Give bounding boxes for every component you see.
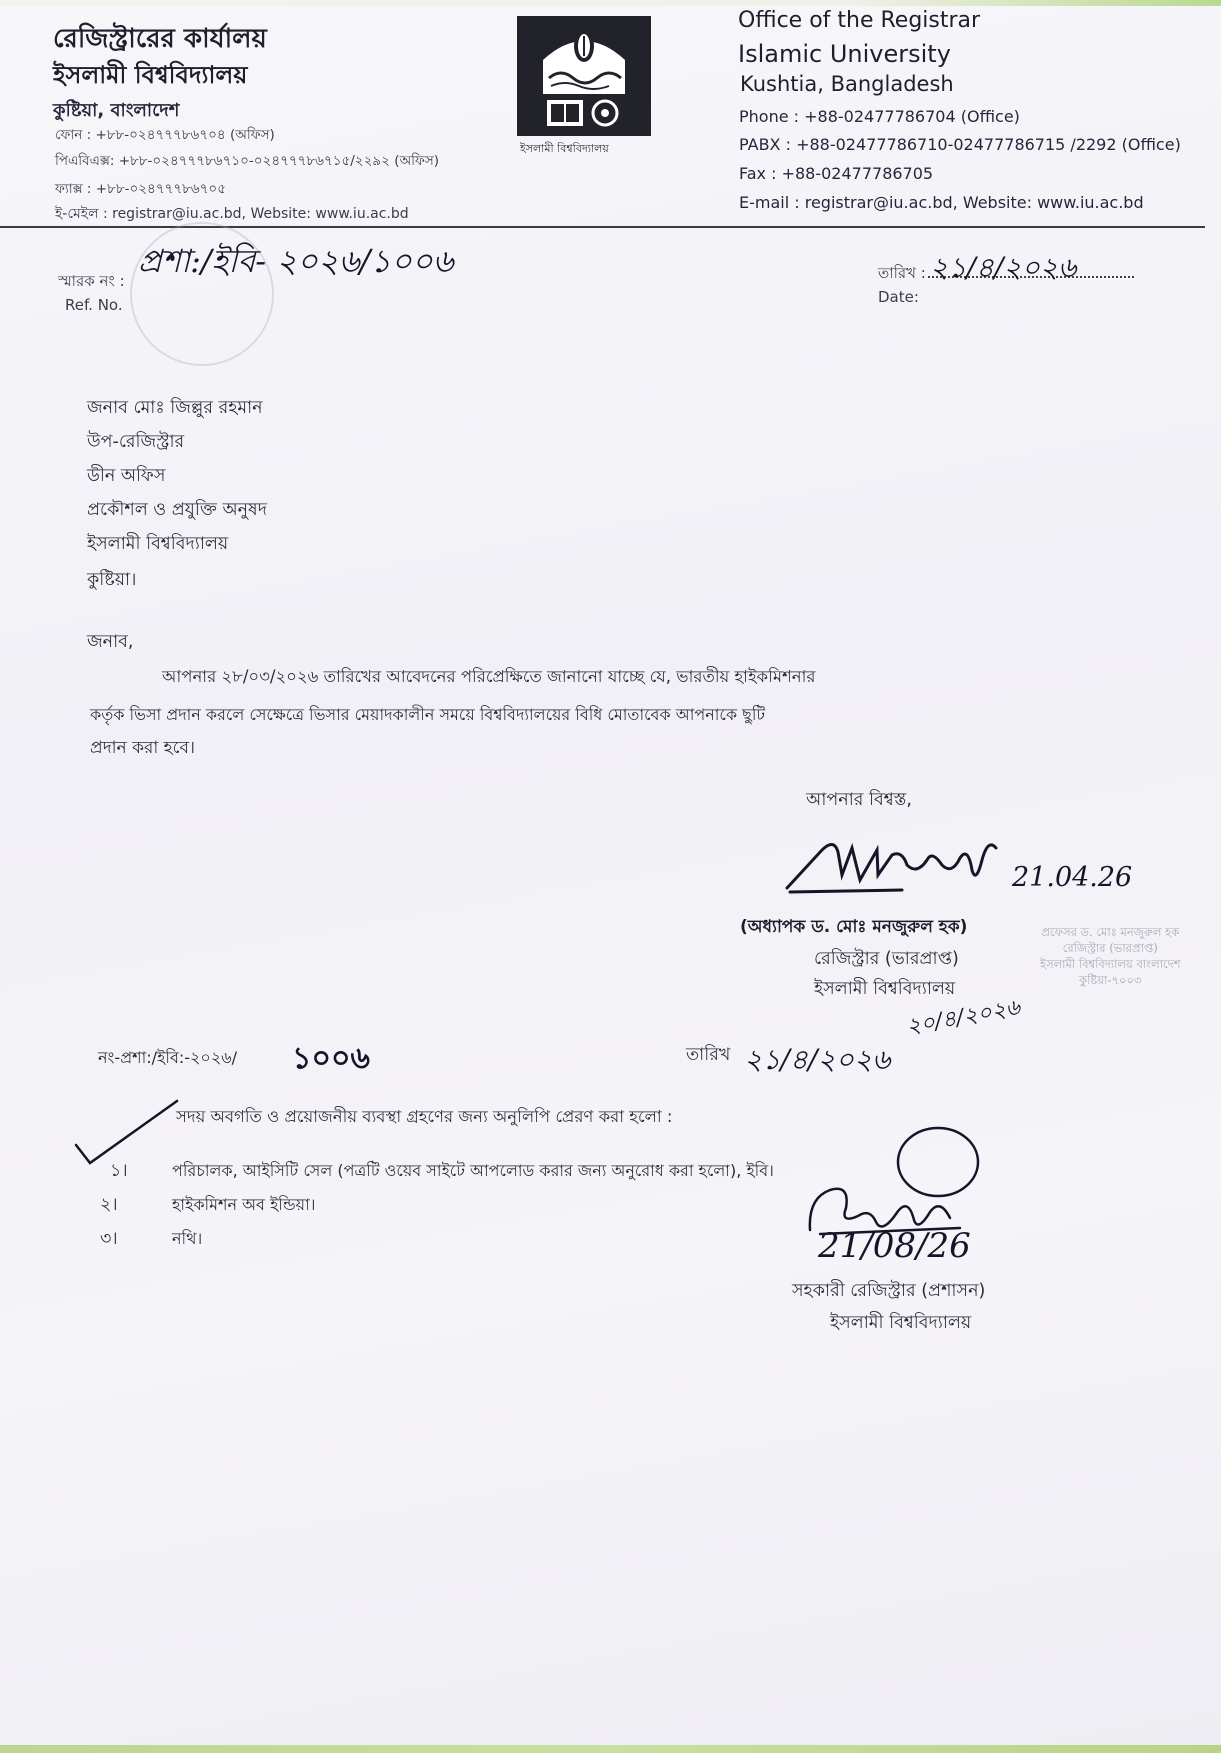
en-location: Kushtia, Bangladesh	[740, 72, 954, 96]
letter-line-2: কর্তৃক ভিসা প্রদান করলে সেক্ষেত্রে ভিসার মেয়াদকালীন সময়ে বিশ্ববিদ্যালয়ের বিধি মোতাবেক আপনাকে ছুটি	[90, 705, 766, 724]
copy-item-1-num: ১।	[110, 1161, 128, 1181]
en-fax: Fax : +88-02477786705	[739, 164, 934, 183]
copy-item-2-num: ২।	[100, 1195, 118, 1215]
bn-university-name: ইসলামী বিশ্ববিদ্যালয়	[53, 61, 248, 89]
signature-date: 21.04.26	[1012, 862, 1133, 893]
date-label-en: Date:	[878, 288, 919, 306]
copy-ref-number: ১০০৬	[292, 1041, 370, 1076]
copy-date-label: তারিখ	[686, 1045, 731, 1065]
logo-caption: ইসলামী বিশ্ববিদ্যালয়	[520, 142, 609, 155]
copy-ref-label: নং-প্রশা:/ইবি:-২০২৬/	[98, 1048, 238, 1067]
en-email: E-mail : registrar@iu.ac.bd, Website: www.iu.ac.bd	[739, 193, 1144, 212]
copy-sign-date: 21/08/26	[818, 1226, 971, 1266]
copy-date-handwritten: ২১/৪/২০২৬	[744, 1043, 891, 1076]
copy-item-2-text: হাইকমিশন অব ইন্ডিয়া।	[172, 1195, 316, 1214]
closing: আপনার বিশ্বস্ত,	[806, 790, 912, 810]
signatory-title: রেজিস্ট্রার (ভারপ্রাপ্ত)	[814, 949, 959, 969]
addressee-office: ডীন অফিস	[87, 466, 166, 486]
addressee-designation: উপ-রেজিস্ট্রার	[87, 432, 185, 452]
copy-item-3-text: নথি।	[172, 1229, 203, 1248]
addressee-name: জনাব মোঃ জিল্লুর রহমান	[87, 398, 263, 418]
copy-signer-title: সহকারী রেজিস্ট্রার (প্রশাসন)	[792, 1281, 986, 1301]
en-office-title: Office of the Registrar	[738, 8, 981, 33]
page-edge-bottom	[0, 1745, 1221, 1753]
crest-icon	[517, 16, 651, 136]
page-edge-top	[0, 0, 1221, 6]
bn-fax: ফ্যাক্স : +৮৮-০২৪৭৭৭৮৬৭০৫	[55, 181, 226, 197]
letter-line-3: প্রদান করা হবে।	[90, 738, 195, 758]
date-handwritten: ২১/৪/২০২৬	[930, 251, 1077, 284]
addressee-university: ইসলামী বিশ্ববিদ্যালয়	[87, 534, 229, 554]
ref-label-bn: স্মারক নং :	[58, 272, 125, 290]
copy-item-1-text: পরিচালক, আইসিটি সেল (পত্রটি ওয়েব সাইটে আপলোড করার জন্য অনুরোধ করা হলো), ইবি।	[172, 1161, 774, 1180]
faded-seal-stamp: প্রফেসর ড. মোঃ মনজুরুল হক রেজিস্ট্রার (ভারপ্রাপ্ত) ইসলামী বিশ্ববিদ্যালয় বাংলাদেশ কুষ্টিয়া-৭০০৩	[1040, 925, 1181, 987]
copy-note-handwritten: ২০/৪/২০২৬	[904, 995, 1023, 1040]
addressee-city: কুষ্টিয়া।	[87, 570, 137, 590]
salutation: জনাব,	[87, 632, 134, 652]
copy-item-3-num: ৩।	[100, 1229, 118, 1249]
ref-number-handwritten: প্রশা:/ইবি- ২০২৬/১০০৬	[138, 242, 454, 280]
copy-signer-org: ইসলামী বিশ্ববিদ্যালয়	[830, 1313, 972, 1333]
copy-intro: সদয় অবগতি ও প্রয়োজনীয় ব্যবস্থা গ্রহণের জন্য অনুলিপি প্রেরণ করা হলো :	[176, 1107, 673, 1126]
registrar-signature	[782, 820, 1042, 900]
signatory-org: ইসলামী বিশ্ববিদ্যালয়	[814, 979, 956, 999]
en-phone: Phone : +88-02477786704 (Office)	[739, 107, 1020, 126]
en-pabx: PABX : +88-02477786710-02477786715 /2292 (Office)	[739, 135, 1181, 154]
letter-line-1: আপনার ২৮/০৩/২০২৬ তারিখের আবেদনের পরিপ্রেক্ষিতে জানানো যাচ্ছে যে, ভারতীয় হাইকমিশনার	[162, 667, 816, 686]
university-logo	[517, 16, 651, 136]
bn-office-title: রেজিস্ট্রারের কার্যালয়	[53, 24, 267, 54]
bn-location: কুষ্টিয়া, বাংলাদেশ	[53, 100, 180, 121]
date-label-bn: তারিখ :	[878, 264, 926, 282]
signatory-name: (অধ্যাপক ড. মোঃ মনজুরুল হক)	[740, 917, 968, 937]
bn-email: ই-মেইল : registrar@iu.ac.bd, Website: www.iu.ac.bd	[55, 206, 409, 222]
addressee-faculty: প্রকৌশল ও প্রযুক্তি অনুষদ	[87, 500, 267, 520]
en-university-name: Islamic University	[738, 40, 951, 68]
ref-label-en: Ref. No.	[65, 296, 123, 314]
bn-pabx: পিএবিএক্স: +৮৮-০২৪৭৭৭৮৬৭১০-০২৪৭৭৭৮৬৭১৫/২২৯২ (অফিস)	[55, 153, 440, 169]
bn-phone: ফোন : +৮৮-০২৪৭৭৭৮৬৭০৪ (অফিস)	[55, 127, 275, 143]
